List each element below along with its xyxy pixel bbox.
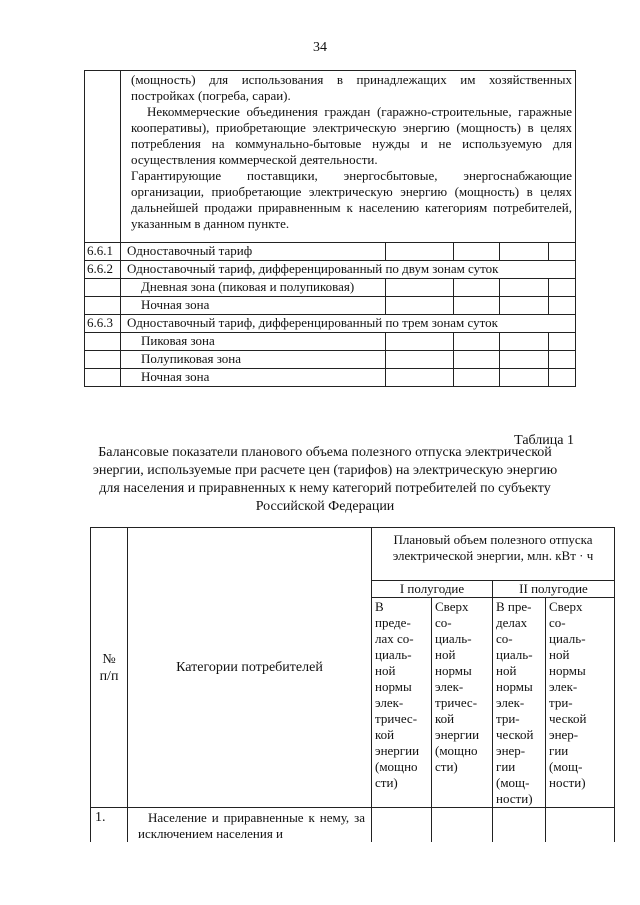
- row-label: Одноставочный тариф, дифференцированный по трем зонам суток: [121, 315, 576, 333]
- column-header-volume: Плановый объем полезного отпуска электрической энергии, млн. кВт · ч: [372, 528, 615, 581]
- column-header-half-1: I полугодие: [372, 581, 493, 598]
- table-cell: [454, 369, 500, 387]
- table-cell: [386, 243, 454, 261]
- table-cell: [432, 808, 493, 843]
- row-label: Одноставочный тариф: [121, 243, 386, 261]
- table-cell: [549, 351, 576, 369]
- description-paragraph: (мощность) для использования в принадлежащих им хозяйственных постройках (погреба, сараи).: [131, 72, 572, 103]
- column-header-above-norm-2: Сверх со- циаль- ной нормы элек- три- ческой энер- гии (мощ- ности): [546, 598, 615, 808]
- row-label: Население и приравненные к нему, за исключением населения и: [128, 808, 372, 843]
- table-cell: [85, 71, 121, 243]
- tariff-table-continued: [84, 70, 576, 387]
- table-row: [85, 351, 576, 369]
- table-cell: [454, 243, 500, 261]
- row-number: 1.: [91, 808, 128, 843]
- table-row: [85, 261, 576, 279]
- row-label: Ночная зона: [121, 297, 386, 315]
- row-number: 6.6.1: [85, 243, 121, 261]
- table-row: [85, 71, 576, 243]
- description-paragraph: Некоммерческие объединения граждан (гаражно-строительные, гаражные кооперативы), приобретающие электрическую энергию (мощность) в целях потребления на коммунально-бытовые нужды и не используемую для осуществления коммерческой деятельности.: [131, 104, 572, 167]
- table-row: [85, 279, 576, 297]
- row-label: Полупиковая зона: [121, 351, 386, 369]
- column-header-number: № п/п: [91, 528, 128, 808]
- column-header-within-norm-2: В пре- делах со- циаль- ной нормы элек- три- ческой энер- гии (мощ- ности): [493, 598, 546, 808]
- balance-indicators-table: [90, 527, 615, 842]
- table-cell: [549, 333, 576, 351]
- row-number: [85, 297, 121, 315]
- table-cell: [386, 369, 454, 387]
- table-cell: [500, 279, 549, 297]
- table-row: [85, 297, 576, 315]
- table-row: [85, 333, 576, 351]
- table-cell: [500, 333, 549, 351]
- table-cell: [500, 243, 549, 261]
- page-number: 34: [313, 40, 327, 55]
- category-description-cell: [121, 71, 576, 243]
- row-number: [85, 351, 121, 369]
- table-cell: [386, 333, 454, 351]
- table-cell: [493, 808, 546, 843]
- row-number: [85, 279, 121, 297]
- table-cell: [549, 243, 576, 261]
- column-header-above-norm-1: Сверх со- циаль- ной нормы элек- тричес- кой энергии (мощно сти): [432, 598, 493, 808]
- row-label: Дневная зона (пиковая и полупиковая): [121, 279, 386, 297]
- table-cell: [500, 351, 549, 369]
- table-cell: [549, 297, 576, 315]
- table-cell: [549, 279, 576, 297]
- table-row: [85, 243, 576, 261]
- row-number: [85, 333, 121, 351]
- table-caption: Балансовые показатели планового объема полезного отпуска электрической энергии, используемые при расчете цен (тарифов) на электрическую энергию для населения и приравненных к нему категорий потребителей по субъекту Российской Федерации: [92, 445, 558, 514]
- table-number-label: Таблица 1: [514, 433, 574, 448]
- table-cell: [454, 333, 500, 351]
- table-cell: [546, 808, 615, 843]
- table-cell: [454, 297, 500, 315]
- table-row: [91, 528, 615, 581]
- table-row: [85, 369, 576, 387]
- table-cell: [454, 279, 500, 297]
- description-paragraph: Гарантирующие поставщики, энергосбытовые, энергоснабжающие организации, приобретающие электрическую энергию (мощность) в целях дальнейшей продажи приравненным к населению категориям потребителей, указанным в данном пункте.: [131, 168, 572, 231]
- row-label: Одноставочный тариф, дифференцированный по двум зонам суток: [121, 261, 576, 279]
- column-header-within-norm-1: В преде- лах со- циаль- ной нормы элек- тричес- кой энергии (мощно сти): [372, 598, 432, 808]
- row-number: 6.6.2: [85, 261, 121, 279]
- table-cell: [500, 369, 549, 387]
- row-number: 6.6.3: [85, 315, 121, 333]
- row-number: [85, 369, 121, 387]
- table-cell: [500, 297, 549, 315]
- table-cell: [549, 369, 576, 387]
- table-cell: [454, 351, 500, 369]
- row-label: Ночная зона: [121, 369, 386, 387]
- table-cell: [372, 808, 432, 843]
- table-cell: [386, 297, 454, 315]
- column-header-category: Категории потребителей: [128, 528, 372, 808]
- table-cell: [386, 279, 454, 297]
- row-label: Пиковая зона: [121, 333, 386, 351]
- table-row: [91, 808, 615, 843]
- column-header-half-2: II полугодие: [493, 581, 615, 598]
- table-cell: [386, 351, 454, 369]
- table-row: [85, 315, 576, 333]
